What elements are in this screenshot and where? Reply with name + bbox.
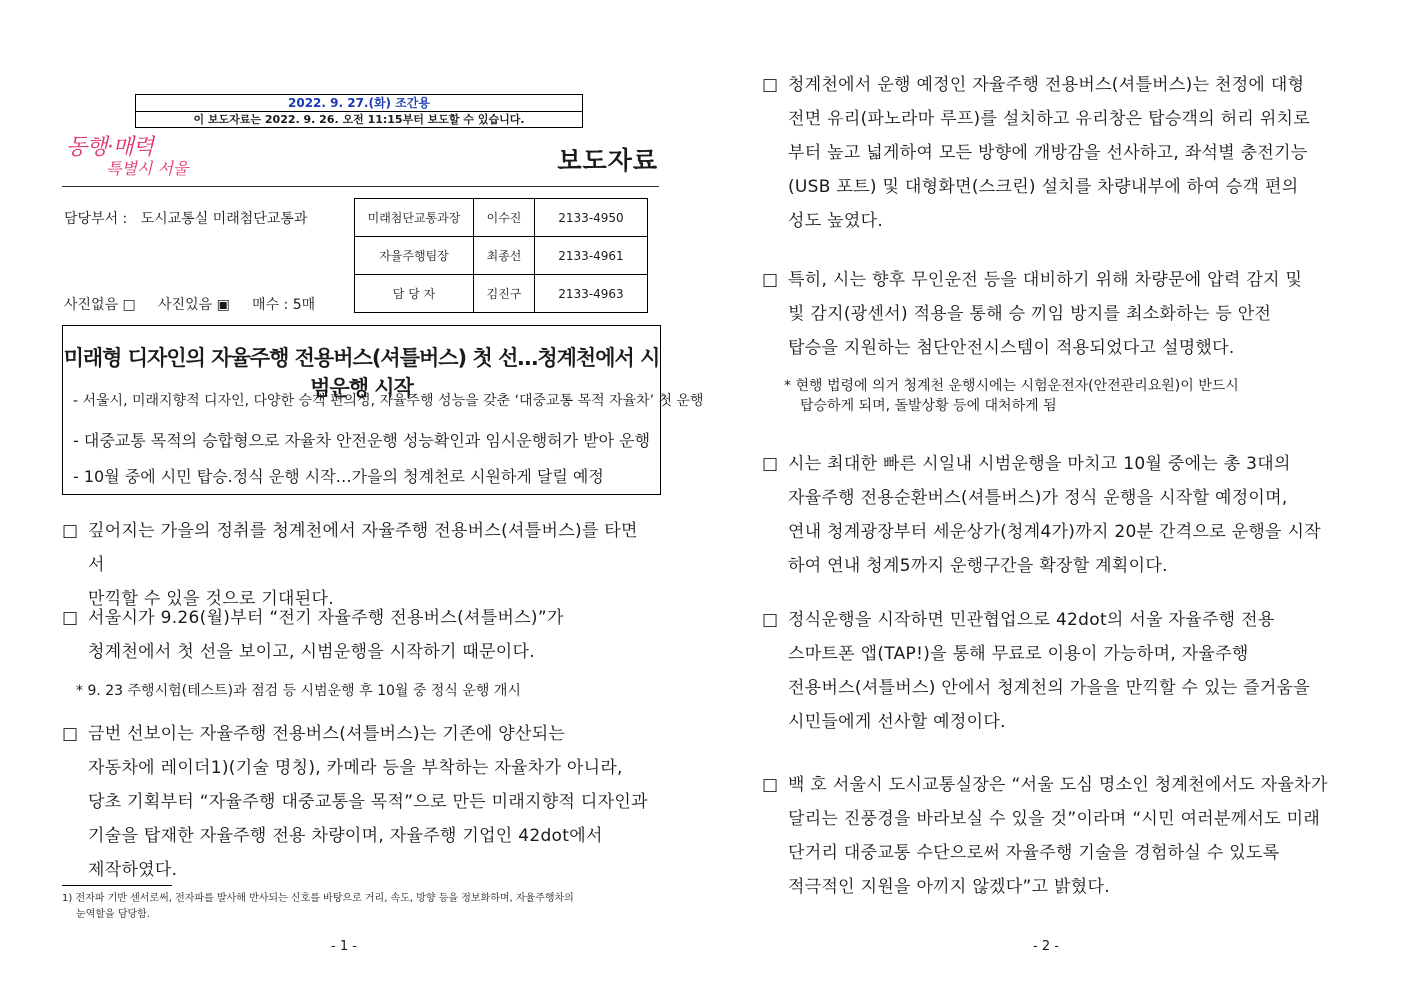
note: * 9. 23 주행시험(테스트)과 점검 등 시범운행 후 10월 중 정식 운행 개시 xyxy=(76,683,521,699)
bullet-box: □ xyxy=(762,270,779,290)
footnote-line: 눈역할을 담당함. xyxy=(76,909,150,920)
para-line: 연내 청계광장부터 세운상가(청계4가)까지 20분 간격으로 운행을 시작 xyxy=(788,522,1321,542)
para-line: 단거리 대중교통 수단으로써 자율주행 기술을 경험하실 수 있도록 xyxy=(788,843,1280,863)
page-number: - 1 - xyxy=(331,939,357,954)
paragraph xyxy=(762,68,1352,238)
para-line: 자동차에 레이더1)(기술 명칭), 카메라 등을 부착하는 자율차가 아니라, xyxy=(88,758,623,778)
para-line: 청계천에서 운행 예정인 자율주행 전용버스(셔틀버스)는 천정에 대형 xyxy=(788,75,1305,95)
para-line: 백 호 서울시 도시교통실장은 “서울 도심 명소인 청계천에서도 자율차가 xyxy=(788,775,1328,795)
bullet-box: □ xyxy=(762,775,779,795)
para-line: 성도 높였다. xyxy=(788,211,884,231)
embargo-box xyxy=(135,94,583,128)
embargo-note: 이 보도자료는 2022. 9. 26. 오전 11:15부터 보도할 수 있습니다. xyxy=(193,113,525,126)
para-line: 탑승을 지원하는 첨단안전시스템이 적용되었다고 설명했다. xyxy=(788,338,1235,358)
para-line: 전용버스(셔틀버스) 안에서 청계천의 가을을 만끽할 수 있는 즐거움을 xyxy=(788,678,1311,698)
headline-sub: - 10월 중에 시민 탑승.정식 운행 시작…가을의 청계천로 시원하게 달릴 예정 xyxy=(73,467,604,486)
para-line: 시는 최대한 빠른 시일내 시범운행을 마치고 10월 중에는 총 3대의 xyxy=(788,454,1291,474)
contact-role: 담 당 자 xyxy=(355,275,474,313)
para-line: 자율주행 전용순환버스(셔틀버스)가 정식 운행을 시작할 예정이며, xyxy=(788,488,1288,508)
para-line: 서울시가 9.26(월)부터 “전기 자율주행 전용버스(셔틀버스)”가 xyxy=(88,608,564,628)
para-line: 금번 선보이는 자율주행 전용버스(셔틀버스)는 기존에 양산되는 xyxy=(88,724,566,744)
footnote-line: 1) 전자파 기반 센서로써, 전자파를 발사해 반사되는 신호를 바탕으로 거리, 속도, 방향 등을 정보화하며, 자율주행차의 xyxy=(62,893,574,904)
contact-role: 미래첨단교통과장 xyxy=(355,199,474,237)
paragraph xyxy=(762,447,1352,583)
para-line: 깊어지는 가을의 정취를 청계천에서 자율주행 전용버스(셔틀버스)를 타면서 xyxy=(88,521,638,575)
headline-title: 미래형 디자인의 자율주행 전용버스(셔틀버스) 첫 선…청계천에서 시범운행 시작 xyxy=(63,346,660,400)
bullet-box: □ xyxy=(62,521,79,541)
bullet-box: □ xyxy=(762,75,779,95)
para-line: 청계천에서 첫 선을 보이고, 시범운행을 시작하기 때문이다. xyxy=(88,642,535,662)
note xyxy=(784,376,1239,416)
contact-phone: 2133-4963 xyxy=(535,275,648,313)
dept-label: 담당부서 : 도시교통실 미래첨단교통과 xyxy=(64,211,308,227)
contact-role: 자율주행팀장 xyxy=(355,237,474,275)
para-line: 특히, 시는 향후 무인운전 등을 대비하기 위해 차량문에 압력 감지 및 xyxy=(788,270,1303,290)
para-line: 제작하였다. xyxy=(88,860,178,880)
footnote xyxy=(62,891,652,923)
para-line: 정식운행을 시작하면 민관협업으로 42dot의 서울 자율주행 전용 xyxy=(788,610,1275,630)
para-line: 적극적인 지원을 아끼지 않겠다”고 밝혔다. xyxy=(788,877,1110,897)
footnote-rule xyxy=(62,885,172,886)
para-line: (USB 포트) 및 대형화면(스크린) 설치를 차량내부에 하여 승객 편의 xyxy=(788,177,1299,197)
paragraph xyxy=(62,601,652,669)
photo-info: 사진없음 □ 사진있음 ▣ 매수 : 5매 xyxy=(64,297,316,313)
bullet-box: □ xyxy=(762,454,779,474)
contact-phone: 2133-4961 xyxy=(535,237,648,275)
para-line: 기술을 탑재한 자율주행 전용 차량이며, 자율주행 기업인 42dot에서 xyxy=(88,826,603,846)
contact-row xyxy=(355,237,648,275)
para-line: 스마트폰 앱(TAP!)을 통해 무료로 이용이 가능하며, 자율주행 xyxy=(788,644,1249,664)
contact-row xyxy=(355,275,648,313)
seoul-logo xyxy=(66,130,196,184)
bullet-box: □ xyxy=(62,724,79,744)
para-line: 빛 감지(광센서) 적용을 통해 승 끼임 방지를 최소화하는 등 안전 xyxy=(788,304,1272,324)
paragraph xyxy=(762,603,1352,739)
contact-table xyxy=(354,198,648,313)
bullet-box: □ xyxy=(762,610,779,630)
bullet-box: □ xyxy=(62,608,79,628)
para-line: 하여 연내 청계5까지 운행구간을 확장할 계획이다. xyxy=(788,556,1168,576)
logo-line1: 동행·매력 xyxy=(66,135,154,160)
headline-sub: - 서울시, 미래지향적 디자인, 다양한 승객 편의성, 자율주행 성능을 갖춘 ‘대중교통 목적 자율차’ 첫 운행 xyxy=(73,393,704,409)
embargo-date: 2022. 9. 27.(화) 조간용 xyxy=(136,95,582,112)
header-rule xyxy=(62,186,659,187)
contact-name: 이수진 xyxy=(474,199,535,237)
paragraph xyxy=(762,768,1352,904)
contact-name: 최종선 xyxy=(474,237,535,275)
para-line: 부터 높고 넓게하여 모든 방향에 개방감을 선사하고, 좌석별 충전기능 xyxy=(788,143,1308,163)
note-line: 탑승하게 되며, 돌발상황 등에 대처하게 됨 xyxy=(800,398,1057,414)
headline-box xyxy=(62,325,704,495)
paragraph xyxy=(62,717,652,887)
para-line: 전면 유리(파노라마 루프)를 설치하고 유리창은 탑승객의 허리 위치로 xyxy=(788,109,1311,129)
doc-type-title: 보도자료 xyxy=(557,146,658,175)
para-line: 만끽할 수 있을 것으로 기대된다. xyxy=(88,589,334,609)
para-line: 달리는 진풍경을 바라보실 수 있을 것”이라며 “시민 여러분께서도 미래 xyxy=(788,809,1321,829)
para-line: 당초 기획부터 “자율주행 대중교통을 목적”으로 만든 미래지향적 디자인과 xyxy=(88,792,648,812)
contact-phone: 2133-4950 xyxy=(535,199,648,237)
page-number: - 2 - xyxy=(1033,939,1059,954)
contact-name: 김진구 xyxy=(474,275,535,313)
note-line: * 현행 법령에 의거 청계천 운행시에는 시험운전자(안전관리요원)이 반드시 xyxy=(784,378,1239,394)
paragraph xyxy=(762,263,1352,365)
para-line: 시민들에게 선사할 예정이다. xyxy=(788,712,1006,732)
contact-row xyxy=(355,199,648,237)
headline-sub: - 대중교통 목적의 승합형으로 자율차 안전운행 성능확인과 임시운행허가 받아 운행 xyxy=(73,431,651,450)
logo-line2: 특별시 서울 xyxy=(106,159,189,178)
